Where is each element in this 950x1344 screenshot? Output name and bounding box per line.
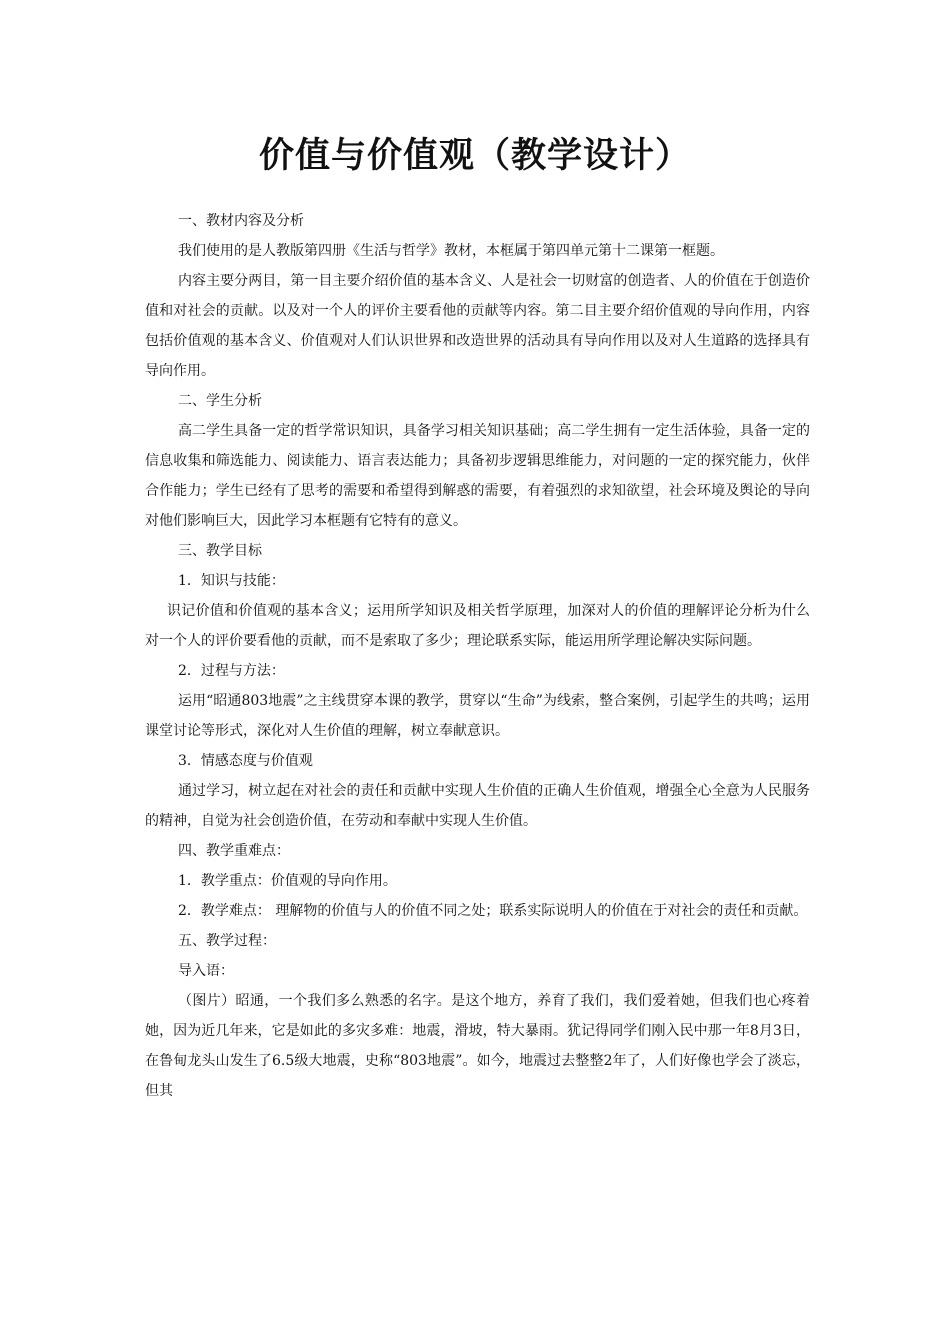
document-title: 价值与价值观（教学设计） [258,135,691,176]
section-heading: 二、学生分析 [178,393,262,409]
document-body [145,206,810,1106]
section-heading: 五、教学过程： [178,933,276,949]
paragraph: 内容主要分两目，第一目主要介绍价值的基本含义、人是社会一切财富的创造者、人的价值在于创造价值和对社会的贡献。以及对一个人的评价主要看他的贡献等内容。第二目主要介绍价值观的导向作用，内容包括价值观的基本含义、价值观对人们认识世界和改造世界的活动具有导向作用以及对人生道路的选择具有导向作用。 [145,273,810,379]
paragraph: （图片）昭通，一个我们多么熟悉的名字。是这个地方，养育了我们，我们爱着她，但我们也心疼着她，因为近几年来，它是如此的多灾多难：地震，滑坡，特大暴雨。犹记得同学们刚入民中那一年8月3日，在鲁甸龙头山发生了6.5级大地震，史称“803地震”。如今，地震过去整整2年了，人们好像也学会了淡忘，但其 [145,993,810,1099]
paragraph: 2．教学难点： 理解物的价值与人的价值不同之处；联系实际说明人的价值在于对社会的责任和贡献。 [178,903,808,919]
paragraph: 导入语： [178,963,234,979]
paragraph: 2．过程与方法： [178,663,285,679]
paragraph: 3．情感态度与价值观 [178,753,313,769]
paragraph: 运用“昭通803地震”之主线贯穿本课的教学，贯穿以“生命”为线索，整合案例，引起学生的共鸣；运用课堂讨论等形式，深化对人生价值的理解，树立奉献意识。 [145,693,810,739]
paragraph: 高二学生具备一定的哲学常识知识，具备学习相关知识基础；高二学生拥有一定生活体验，具备一定的信息收集和筛选能力、阅读能力、语言表达能力；具备初步逻辑思维能力，对问题的一定的探究能力，伙伴合作能力；学生已经有了思考的需要和希望得到解惑的需要，有着强烈的求知欲望，社会环境及舆论的导向对他们影响巨大，因此学习本框题有它特有的意义。 [145,423,810,529]
section-heading: 三、教学目标 [178,543,262,559]
section-heading: 一、教材内容及分析 [178,213,304,229]
paragraph: 通过学习，树立起在对社会的责任和贡献中实现人生价值的正确人生价值观，增强全心全意为人民服务的精神，自觉为社会创造价值，在劳动和奉献中实现人生价值。 [145,783,810,829]
paragraph: 1．教学重点：价值观的导向作用。 [178,873,397,889]
section-heading: 四、教学重难点： [178,843,290,859]
paragraph: 我们使用的是人教版第四册《生活与哲学》教材，本框属于第四单元第十二课第一框题。 [178,243,724,259]
paragraph: 1．知识与技能： [178,573,285,589]
paragraph: 识记价值和价值观的基本含义；运用所学知识及相关哲学原理，加深对人的价值的理解评论分析为什么对一个人的评价要看他的贡献，而不是索取了多少；理论联系实际，能运用所学理论解决实际问题。 [145,603,810,649]
